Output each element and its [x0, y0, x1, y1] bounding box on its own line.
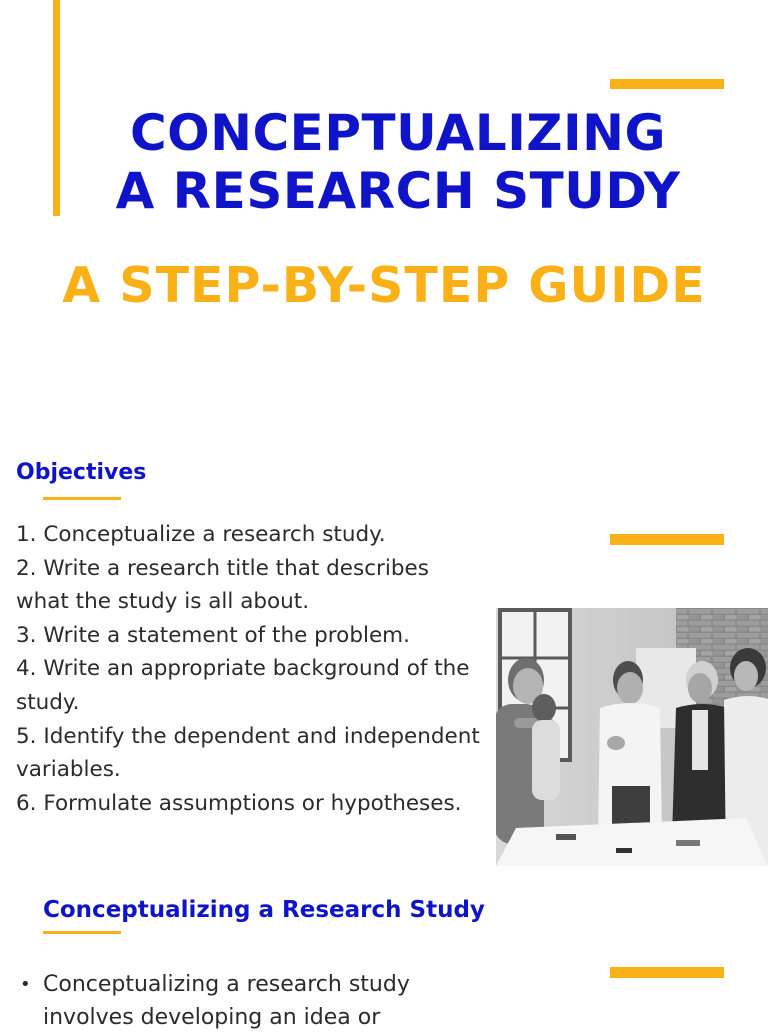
bullet-icon: • — [20, 974, 31, 995]
objective-item: 2. Write a research title that describes what the study is all about. — [16, 555, 429, 615]
section-heading-underline — [43, 931, 121, 934]
bullet-item — [20, 968, 480, 1034]
accent-bar-top — [610, 79, 724, 89]
team-meeting-photo-icon — [496, 608, 768, 866]
objectives-list — [16, 518, 488, 820]
team-meeting-photo — [496, 608, 768, 866]
objective-item: 3. Write a statement of the problem. — [16, 622, 410, 648]
document-title — [60, 104, 736, 220]
objectives-heading: Objectives — [16, 460, 147, 485]
objective-item: 6. Formulate assumptions or hypotheses. — [16, 790, 462, 816]
accent-bar-middle — [610, 534, 724, 545]
accent-bar-bottom — [610, 967, 724, 978]
section-heading-conceptualizing: Conceptualizing a Research Study — [43, 897, 485, 923]
title-line-1: CONCEPTUALIZING — [129, 104, 667, 162]
title-line-2: A RESEARCH STUDY — [115, 162, 681, 220]
bullet-text: Conceptualizing a research study involves developing an idea or — [43, 972, 410, 1030]
objective-item: 5. Identify the dependent and independent variables. — [16, 723, 480, 783]
objective-item: 1. Conceptualize a research study. — [16, 522, 386, 547]
objectives-underline — [43, 497, 121, 500]
objective-item: 4. Write an appropriate background of the study. — [16, 656, 470, 715]
section2-bullet-list — [20, 968, 480, 1034]
vertical-accent-bar — [53, 0, 60, 216]
document-subtitle: A STEP-BY-STEP GUIDE — [62, 257, 706, 314]
